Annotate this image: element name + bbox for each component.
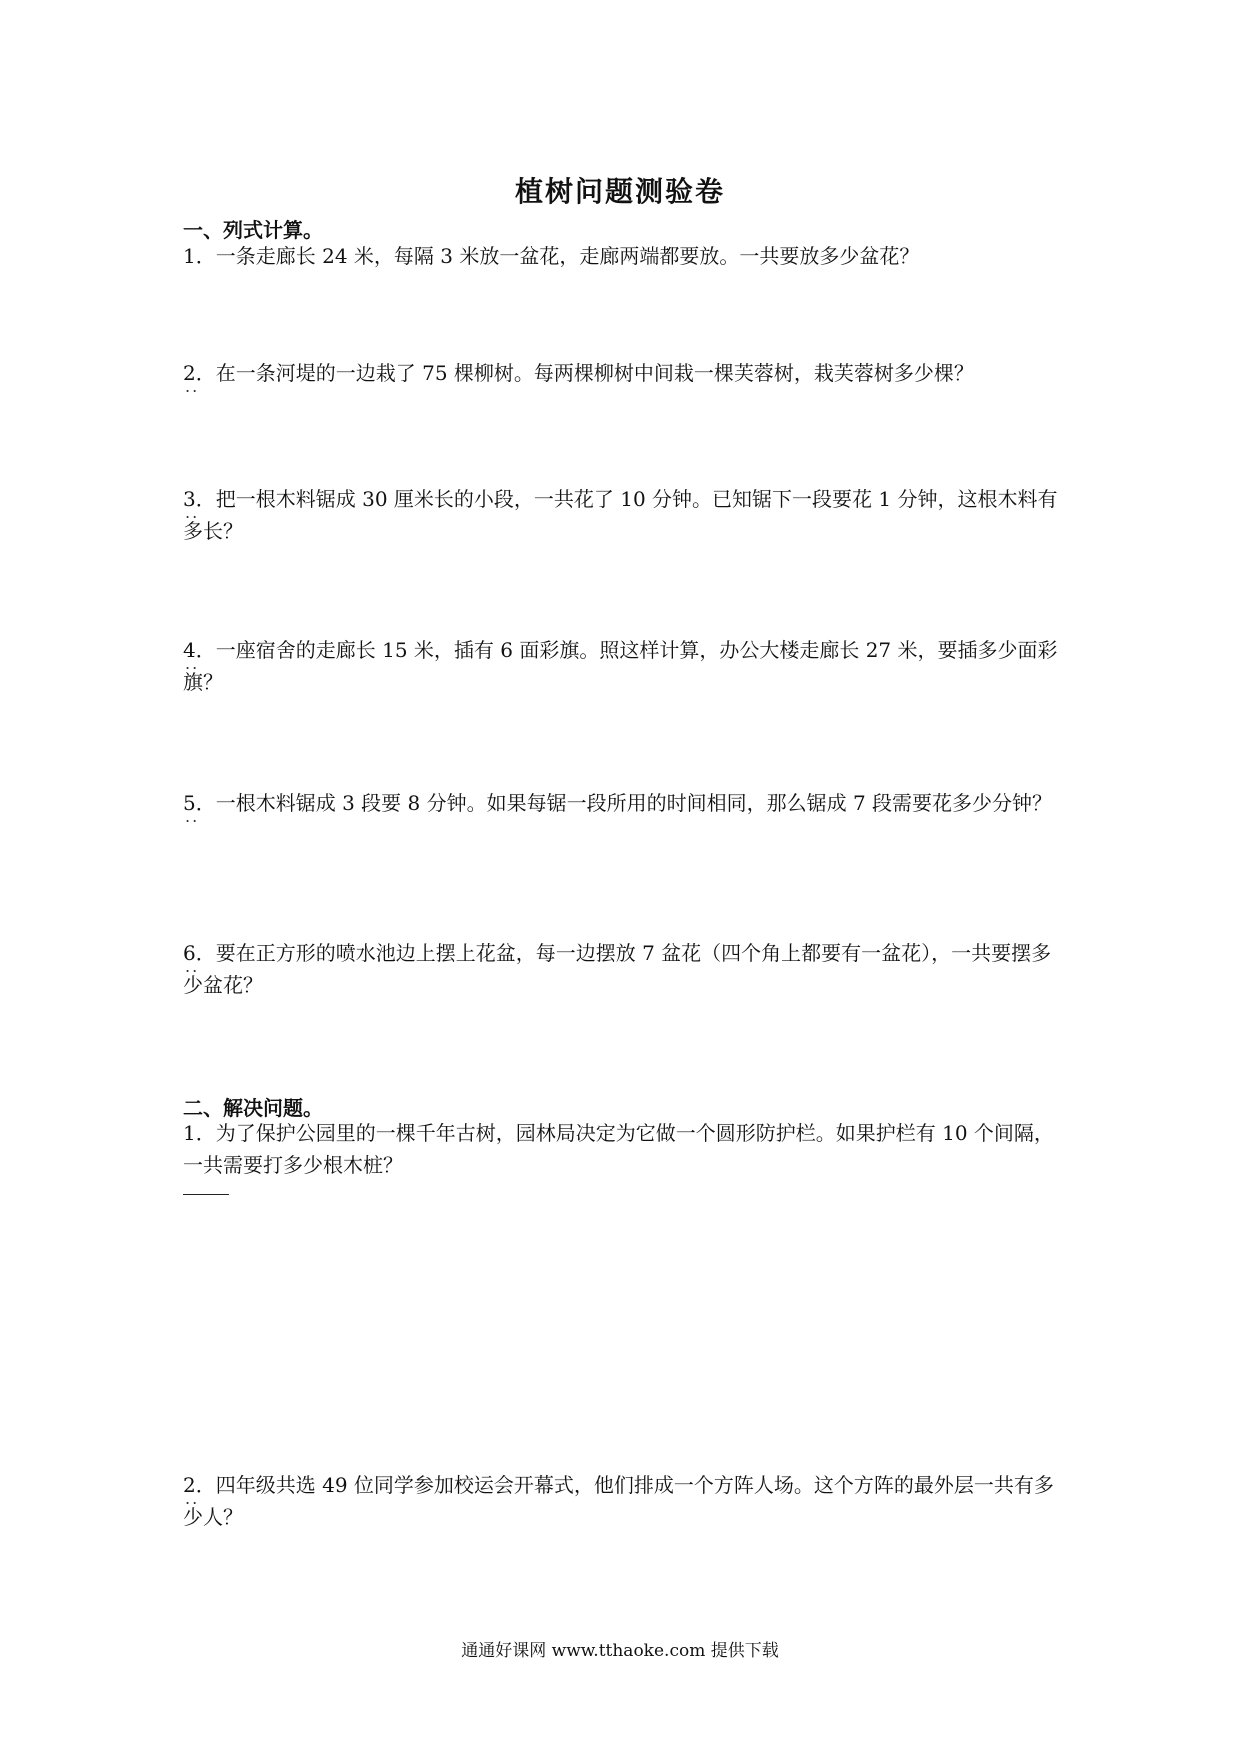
question-number: 4． ..	[183, 634, 216, 666]
question-1-2	[183, 357, 1063, 389]
question-text: 一根木料锯成 3 段要 8 分钟。如果每锯一段所用的时间相同，那么锯成 7 段需要花多少分钟？	[215, 791, 1053, 815]
question-text: 在一条河堤的一边栽了 75 棵柳树。每两棵柳树中间栽一棵芙蓉树，栽芙蓉树多少棵？	[215, 361, 974, 385]
question-1-4	[183, 634, 1063, 698]
section-heading-problems: 二、解决问题。	[183, 1096, 323, 1120]
question-1-6	[183, 937, 1063, 1001]
question-1-1	[183, 240, 1063, 272]
question-number: 2． ..	[183, 1469, 216, 1501]
question-number: 6． ..	[183, 937, 216, 969]
section-heading-calculation: 一、列式计算。	[183, 218, 323, 242]
question-1-3	[183, 483, 1063, 547]
question-text: 四年级共选 49 位同学参加校运会开幕式，他们排成一个方阵人场。这个方阵的最外层一共有多少人？	[183, 1473, 1054, 1529]
question-number: 3． ..	[183, 483, 216, 515]
question-text: 一条走廊长 24 米，每隔 3 米放一盆花，走廊两端都要放。一共要放多少盆花？	[215, 244, 920, 268]
page-title: 植树问题测验卷	[514, 175, 725, 208]
question-text: 为了保护公园里的一棵千年古树，园林局决定为它做一个圆形防护栏。如果护栏有 10 个间隔，一共需要打多少根木桩？	[183, 1121, 1054, 1177]
question-number: 1．	[183, 1121, 216, 1145]
question-text: 把一根木料锯成 30 厘米长的小段，一共花了 10 分钟。已知锯下一段要花 1 分钟，这根木料有多长？	[183, 487, 1058, 543]
question-number: 1．	[183, 244, 216, 268]
answer-line	[183, 1194, 229, 1195]
question-number: 2． ..	[183, 357, 216, 389]
question-number: 5． ..	[183, 787, 216, 819]
footer-credit: 通通好课网 www.tthaoke.com 提供下载	[461, 1641, 779, 1661]
question-1-5	[183, 787, 1063, 819]
question-2-1	[183, 1117, 1063, 1181]
question-text: 一座宿舍的走廊长 15 米，插有 6 面彩旗。照这样计算，办公大楼走廊长 27 米，要插多少面彩旗？	[183, 638, 1058, 694]
question-2-2	[183, 1469, 1063, 1533]
question-text: 要在正方形的喷水池边上摆上花盆，每一边摆放 7 盆花（四个角上都要有一盆花），一共要摆多少盆花？	[183, 941, 1052, 997]
